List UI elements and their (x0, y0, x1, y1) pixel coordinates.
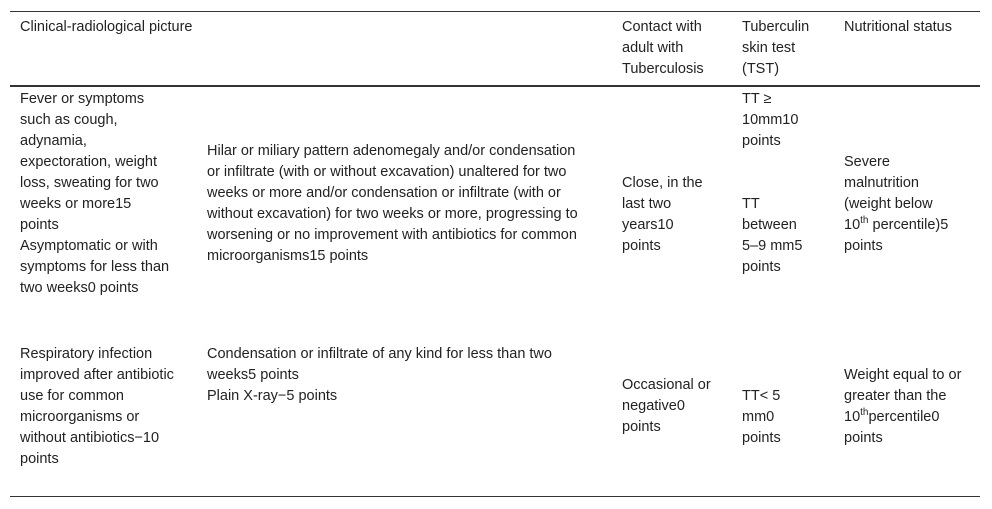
row1-tst-mid: TT between 5–9 mm5 points (742, 196, 803, 275)
radiology-condensation: Condensation or infiltrate of any kind for less than two weeks5 points (207, 346, 552, 383)
header-nutritional-status: Nutritional status (844, 19, 952, 35)
header-contact: Contact with adult with Tuberculosis (622, 19, 704, 77)
row2-radiology (207, 344, 572, 407)
symptoms-asymptomatic: Asymptomatic or with symptoms for less than two weeks0 points (20, 238, 170, 296)
row1-tst-high: TT ≥ 10mm10 points (742, 91, 799, 149)
radiology-plain-xray: Plain X-ray−5 points (207, 388, 338, 404)
table-bottom-border (10, 496, 980, 497)
scoring-table (10, 11, 980, 497)
header-bottom-border (10, 85, 980, 87)
row2-nutrition: Weight equal to or greater than the 10thpercentile0 points (844, 367, 962, 446)
row2-symptoms: Respiratory infection improved after antibiotic use for common microorganisms or without antibiotics−10 points (20, 346, 174, 467)
row1-radiology: Hilar or miliary pattern adenomegaly and/or condensation or infiltrate (with or without excavation) unaltered for two weeks or more and/or condensation or infiltrate (with or without excavation) for two weeks or more, progressing to worsening or no improvement with antibiotics for common microorganisms15 points (207, 143, 578, 264)
row1-symptoms (20, 89, 170, 299)
row2-tst-low: TT< 5 mm0 points (742, 388, 781, 446)
header-tst: Tuberculin skin test (TST) (742, 19, 810, 77)
row1-nutrition: Severe malnutrition (weight below 10th percentile)5 points (844, 154, 949, 254)
header-clinical-radiological: Clinical-radiological picture (20, 19, 193, 35)
symptoms-fever: Fever or symptoms such as cough, adynamia, expectoration, weight loss, sweating for two weeks or more15 points (20, 91, 159, 233)
row1-contact: Close, in the last two years10 points (622, 175, 703, 254)
row2-contact: Occasional or negative0 points (622, 377, 711, 435)
table-top-border (10, 11, 980, 12)
